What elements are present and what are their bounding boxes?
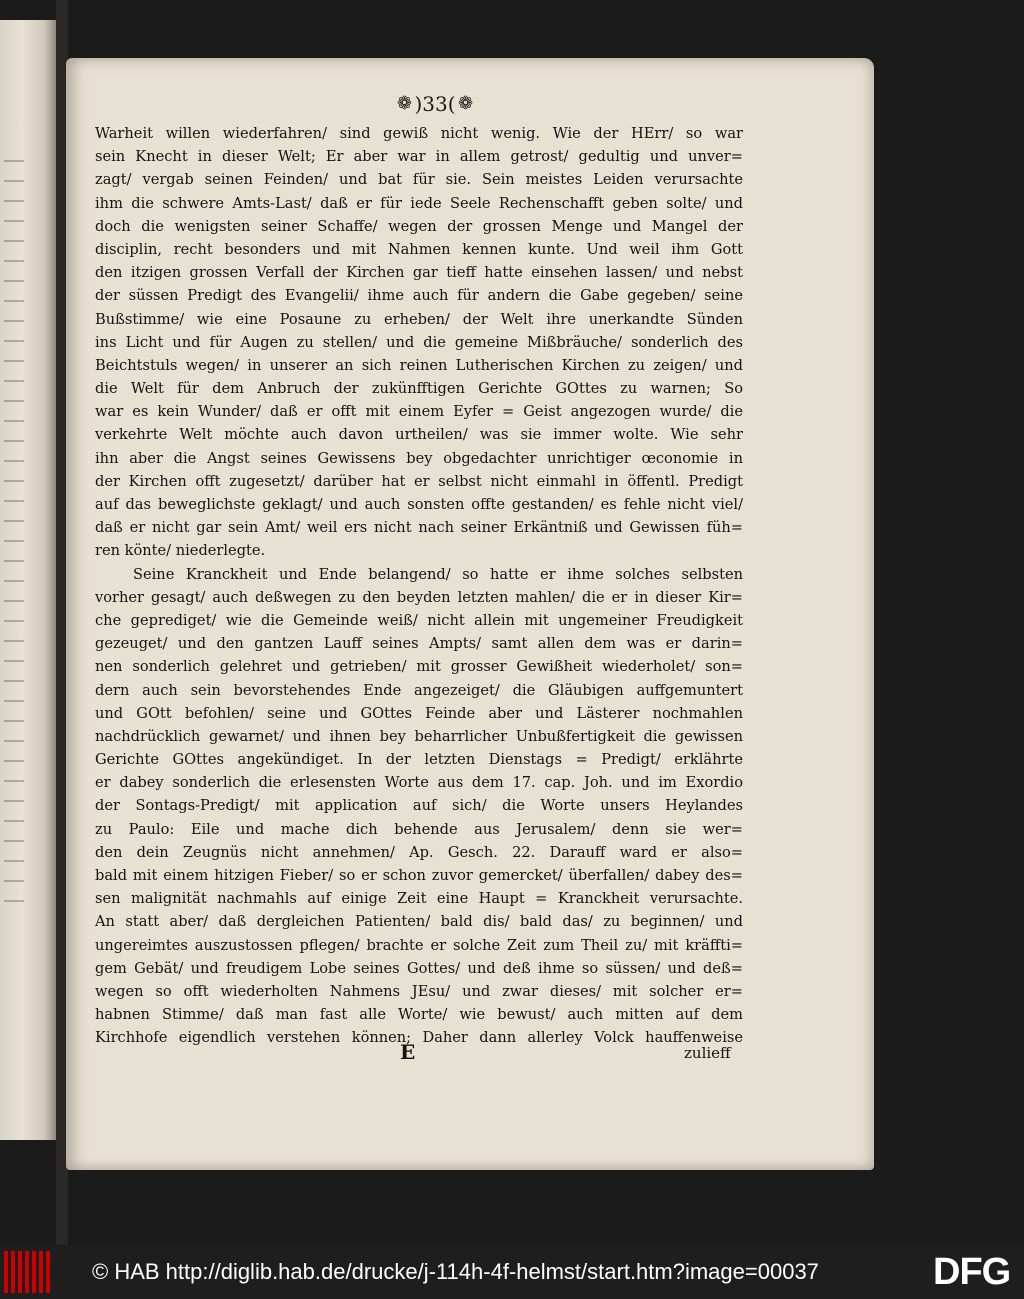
text-line: der Sontags-Predigt/ mit application auf sich/ die Worte unsers Heylandes [95, 797, 743, 815]
dfg-logo[interactable]: DFG [933, 1251, 1011, 1293]
text-line: Kirchhofe eigendlich verstehen können; Daher dann allerley Volck hauffenweise [95, 1029, 743, 1047]
text-line: zu Paulo: Eile und mache dich behende aus Jerusalem/ denn sie wer= [95, 820, 743, 838]
text-line: Warheit willen wiederfahren/ sind gewiß nicht wenig. Wie der HErr/ so war [95, 125, 743, 142]
text-line: wegen so offt wiederholten Nahmens JEsu/ und zwar dieses/ mit solcher er= [95, 982, 743, 1000]
text-line: daß er nicht gar sein Amt/ weil ers nicht nach seiner Erkäntniß und Gewissen füh= [95, 519, 743, 537]
text-line: war es kein Wunder/ daß er offt mit einem Eyfer = Geist angezogen wurde/ die [95, 403, 743, 421]
text-line: verkehrte Welt möchte auch davon urtheilen/ was sie immer wolte. Wie sehr [95, 426, 743, 444]
text-line: dern auch sein bevorstehendes Ende angezeiget/ die Gläubigen auffgemuntert [95, 681, 743, 699]
text-line: Seine Kranckheit und Ende belangend/ so hatte er ihme solches selbsten [133, 565, 743, 583]
page-number: 33 [422, 92, 448, 116]
text-line: che geprediget/ wie die Gemeinde weiß/ nicht allein mit ungemeiner Freudigkeit [95, 611, 743, 629]
text-line: ihm die schwere Amts-Last/ daß er für iede Seele Rechenschafft geben solte/ und [95, 194, 743, 212]
text-line: An statt aber/ daß dergleichen Patienten/ bald dis/ bald das/ zu beginnen/ und [95, 913, 743, 931]
text-line: auf das beweglichste geklagt/ und auch sonsten offte gestanden/ es fehle nicht viel/ [95, 496, 743, 513]
text-line: und GOtt befohlen/ seine und GOttes Feinde aber und Lästerer nochmahlen [95, 704, 743, 722]
text-line: doch die wenigsten seiner Schaffe/ wegen der grossen Menge und Mangel der [95, 217, 743, 235]
text-line: gezeuget/ und den gantzen Lauff seines Ampts/ samt allen dem was er darin= [95, 635, 743, 653]
ornament-right-icon: ❁ [457, 93, 474, 114]
text-line: nen sonderlich gelehret und getrieben/ mit grosser Gewißheit wiederholet/ son= [95, 658, 743, 676]
printer-signature: E [400, 1040, 416, 1064]
text-line: habnen Stimme/ daß man fast alle Worte/ wie bewust/ auch mitten auf dem [95, 1006, 743, 1024]
text-line: ungereimtes auszustossen pflegen/ brachte er solche Zeit zum Theil zu/ mit kräffti= [95, 936, 743, 954]
text-line: ihn aber die Angst seines Gewissens bey obgedachter unrichtiger œconomie in [95, 449, 743, 467]
page-body-text [95, 122, 743, 1050]
copyright-link[interactable]: © HAB http://diglib.hab.de/drucke/j-114h-4f-helmst/start.htm?image=00037 [92, 1259, 819, 1284]
text-line: ins Licht und für Augen zu stellen/ und die gemeine Mißbräuche/ sonderlich des [95, 333, 743, 351]
facing-page-edge [0, 20, 56, 1140]
text-line: bald mit einem hitzigen Fieber/ so er schon zuvor gemercket/ überfallen/ dabey des= [95, 867, 743, 884]
viewer-footer [0, 1245, 1024, 1299]
text-line: der Kirchen offt zugesetzt/ darüber hat er selbst nicht einmahl in öffentl. Predigt [95, 472, 743, 490]
text-line: disciplin, recht besonders und mit Nahmen kennen kunte. Und weil ihm Gott [95, 240, 743, 258]
text-line: Gerichte GOttes angekündiget. In der letzten Dienstags = Predigt/ erklährte [95, 751, 743, 769]
text-line: den dein Zeugnüs nicht annehmen/ Ap. Gesch. 22. Darauff ward er also= [95, 843, 743, 861]
text-line: sein Knecht in dieser Welt; Er aber war in allem getrost/ gedultig und unver= [95, 148, 743, 166]
text-line: Beichtstuls wegen/ in unserer an sich reinen Lutherischen Kirchen zu zeigen/ und [95, 356, 743, 374]
hab-logo-icon[interactable] [4, 1251, 50, 1293]
page-header: ❁ ) 33 ( ❁ [95, 90, 775, 118]
text-line: Bußstimme/ wie eine Posaune zu erheben/ der Welt ihre unerkandte Sünden [95, 310, 743, 328]
text-line: vorher gesagt/ auch deßwegen zu den beyden letzten mahlen/ die er in dieser Kir= [95, 588, 743, 606]
facing-page-text-traces [4, 160, 24, 920]
text-line: ren könte/ niederlegte. [95, 542, 266, 560]
text-line: zagt/ vergab seinen Feinden/ und bat für sie. Sein meistes Leiden verursachte [95, 171, 743, 189]
ornament-left-icon: ❁ [396, 93, 412, 114]
catchword: zulieff [684, 1044, 731, 1062]
text-line: sen malignität nachmahls auf einige Zeit eine Haupt = Kranckheit verursachte. [95, 890, 743, 908]
text-line: nachdrücklich gewarnet/ und ihnen bey beharrlicher Unbußfertigkeit die gewissen [95, 727, 743, 745]
text-line: er dabey sonderlich die erlesensten Worte aus dem 17. cap. Joh. und im Exordio [95, 774, 743, 792]
text-line: die Welt für dem Anbruch der zukünfftigen Gerichte GOttes zu warnen; So [95, 380, 743, 398]
text-line: den itzigen grossen Verfall der Kirchen gar tieff hatte einsehen lassen/ und nebst [95, 264, 743, 282]
text-line: der süssen Predigt des Evangelii/ ihme auch für andern die Gabe gegeben/ seine [95, 287, 743, 305]
text-line: gem Gebät/ und freudigem Lobe seines Gottes/ und deß ihme so süssen/ und deß= [95, 959, 743, 977]
